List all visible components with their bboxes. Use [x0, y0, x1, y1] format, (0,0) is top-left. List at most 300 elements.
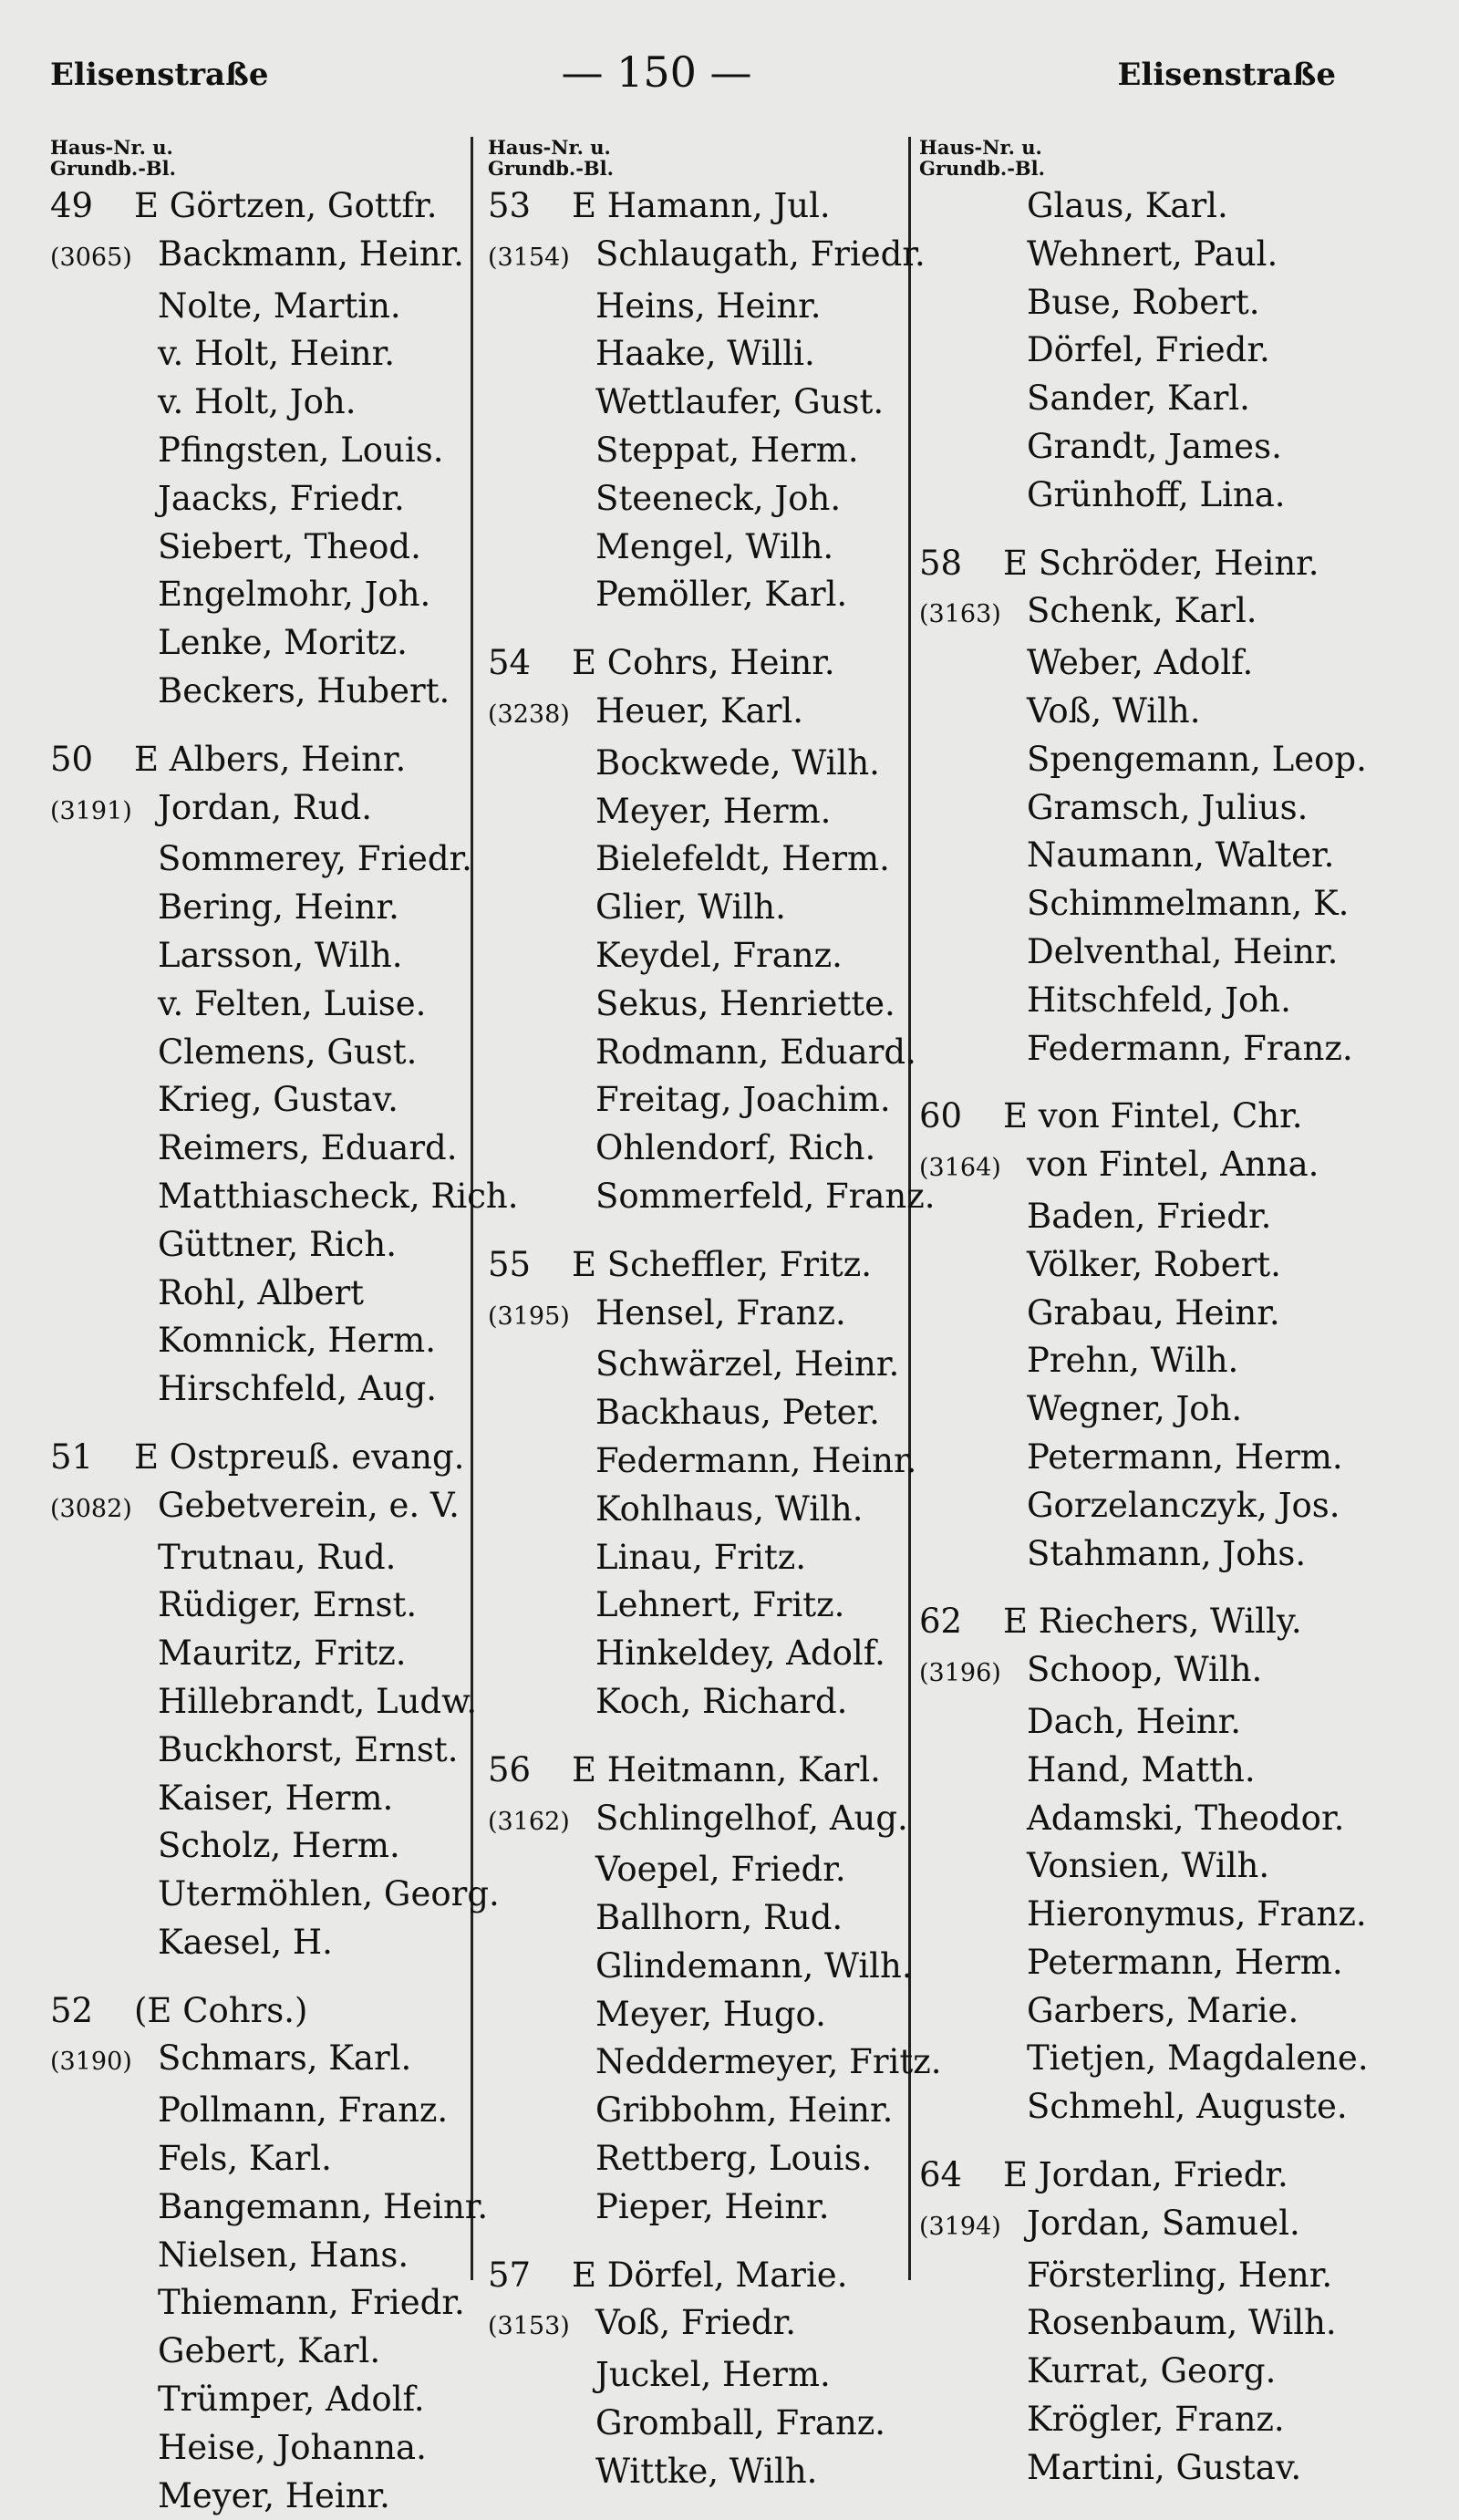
block-gap: [488, 1727, 916, 1747]
resident-name: Trutnau, Rud.: [158, 1537, 397, 1577]
resident-entry: [488, 1076, 916, 1125]
resident-name: Krögler, Franz.: [1027, 2400, 1285, 2440]
resident-name: Kaiser, Herm.: [158, 1778, 394, 1818]
owner-name: E Cohrs, Heinr.: [572, 643, 835, 683]
resident-name: Lenke, Moritz.: [158, 623, 408, 663]
resident-entry: [50, 524, 479, 572]
running-head-left: Elisenstraße: [50, 57, 269, 93]
resident-entry: [50, 1678, 479, 1727]
resident-entry: [50, 980, 479, 1029]
block-gap: [50, 716, 479, 736]
house-entry: [50, 1987, 479, 2036]
resident-entry: [919, 832, 1412, 880]
resident-entry: [488, 2351, 916, 2400]
resident-name: Heins, Heinr.: [595, 285, 822, 326]
resident-name: Sommerfeld, Franz.: [595, 1176, 936, 1216]
resident-name: Komnick, Herm.: [158, 1321, 437, 1361]
resident-entry: [488, 1290, 916, 1342]
resident-entry: [50, 1076, 479, 1125]
resident-name: Gromball, Franz.: [595, 2403, 886, 2443]
house-number: 56: [488, 1749, 532, 1789]
land-register-number: (3162): [488, 1807, 570, 1836]
column-header-line: Grundb.-Bl.: [50, 157, 176, 180]
resident-entry: [50, 1125, 479, 1173]
resident-entry: [50, 2424, 479, 2473]
resident-name: Stahmann, Johs.: [1027, 1533, 1307, 1573]
land-register-number: (3082): [50, 1494, 132, 1523]
resident-name: Backhaus, Peter.: [595, 1393, 880, 1433]
resident-name: Clemens, Gust.: [158, 1032, 418, 1072]
resident-entry: [488, 1943, 916, 1991]
resident-name: Martini, Gustav.: [1027, 2447, 1302, 2487]
resident-name: Vonsien, Wilh.: [1027, 1846, 1270, 1886]
resident-entry: [50, 2035, 479, 2087]
resident-entry: [919, 928, 1412, 977]
resident-entry: [488, 835, 916, 884]
resident-entry: [919, 375, 1412, 423]
resident-name: Schenk, Karl.: [1027, 591, 1257, 631]
resident-entry: [919, 1141, 1412, 1193]
resident-entry: [919, 327, 1412, 375]
resident-entry: [919, 423, 1412, 472]
resident-name: Siebert, Theod.: [158, 526, 421, 566]
house-number: 58: [919, 543, 963, 583]
resident-entry: [919, 1842, 1412, 1891]
resident-name: Petermann, Herm.: [1027, 1436, 1343, 1477]
resident-entry: [919, 1891, 1412, 1939]
house-entry: [919, 1598, 1412, 1646]
resident-entry: [919, 2252, 1412, 2300]
column-header-line: Haus-Nr. u.: [50, 136, 173, 159]
resident-entry: [488, 330, 916, 379]
resident-name: Baden, Friedr.: [1027, 1196, 1272, 1236]
resident-entry: [488, 980, 916, 1029]
resident-entry: [50, 619, 479, 668]
resident-name: Trümper, Adolf.: [158, 2380, 425, 2420]
resident-name: Hand, Matth.: [1027, 1749, 1256, 1789]
resident-entry: [919, 1193, 1412, 1241]
resident-entry: [488, 2087, 916, 2135]
resident-name: Weber, Adolf.: [1027, 643, 1254, 683]
resident-name: Kaesel, H.: [158, 1922, 333, 1962]
resident-entry: [50, 668, 479, 716]
resident-entry: [919, 1698, 1412, 1747]
house-entry: [919, 1093, 1412, 1141]
resident-entry: [50, 1727, 479, 1775]
house-number: 60: [919, 1096, 963, 1136]
column-header: [50, 137, 479, 179]
block-gap: [50, 1414, 479, 1434]
resident-name: Engelmohr, Joh.: [158, 575, 431, 615]
resident-entry: [488, 1389, 916, 1437]
resident-entry: [50, 2279, 479, 2328]
resident-name: Adamski, Theodor.: [1027, 1798, 1345, 1838]
resident-name: Linau, Fritz.: [595, 1537, 806, 1577]
resident-name: Hitschfeld, Joh.: [1027, 980, 1291, 1020]
resident-name: Rettberg, Louis.: [595, 2139, 873, 2179]
resident-name: Ballhorn, Rud.: [595, 1898, 843, 1938]
resident-entry: [50, 1630, 479, 1678]
resident-name: Scholz, Herm.: [158, 1826, 400, 1866]
resident-entry: [919, 1482, 1412, 1530]
resident-entry: [50, 571, 479, 619]
resident-entry: [488, 2448, 916, 2496]
resident-name: Hillebrandt, Ludw.: [158, 1681, 478, 1721]
house-entry: [488, 2252, 916, 2300]
resident-entry: [919, 1939, 1412, 1987]
resident-name: Gorzelanczyk, Jos.: [1027, 1485, 1340, 1525]
resident-name: Dörfel, Friedr.: [1027, 330, 1270, 370]
house-number: 49: [50, 186, 94, 225]
block-gap: [919, 2131, 1412, 2152]
resident-entry: [50, 1482, 479, 1534]
resident-name: Matthiascheck, Rich.: [158, 1176, 519, 1216]
resident-name: Tietjen, Magdalene.: [1027, 2038, 1369, 2079]
column-header-line: Haus-Nr. u.: [919, 136, 1042, 159]
resident-entry: [488, 2038, 942, 2087]
resident-name: Schwärzel, Heinr.: [595, 1344, 900, 1384]
resident-entry: [488, 1486, 916, 1534]
house-number: 51: [50, 1436, 94, 1477]
resident-name: Freitag, Joachim.: [595, 1080, 891, 1120]
resident-name: Sommerey, Friedr.: [158, 839, 472, 879]
block-gap: [919, 1578, 1412, 1598]
resident-entry: [488, 1846, 916, 1894]
resident-entry: [919, 587, 1412, 639]
house-number: 50: [50, 739, 94, 779]
resident-entry: [50, 1775, 479, 1823]
resident-name: Schmars, Karl.: [158, 2038, 412, 2079]
resident-entry: [50, 932, 479, 980]
resident-name: v. Holt, Heinr.: [158, 334, 396, 374]
resident-name: Federmann, Franz.: [1027, 1028, 1353, 1068]
resident-entry: [488, 2183, 916, 2232]
resident-entry: [488, 740, 916, 788]
resident-name: Sander, Karl.: [1027, 379, 1250, 419]
resident-name: Lehnert, Fritz.: [595, 1585, 845, 1625]
resident-name: Güttner, Rich.: [158, 1224, 397, 1264]
resident-name: Nolte, Martin.: [158, 285, 401, 326]
house-entry: [50, 182, 479, 231]
resident-entry: [919, 2035, 1412, 2083]
resident-name: Pollmann, Franz.: [158, 2090, 449, 2131]
resident-entry: [50, 1173, 519, 1221]
resident-entry: [488, 1678, 916, 1727]
resident-name: Beckers, Hubert.: [158, 670, 450, 710]
resident-entry: [488, 1534, 916, 1582]
land-register-number: (3065): [50, 243, 132, 272]
resident-entry: [919, 1987, 1412, 2036]
owner-name: (E Cohrs.): [134, 1990, 308, 2030]
block-gap: [488, 2232, 916, 2252]
resident-entry: [488, 379, 916, 427]
resident-name: Schoop, Wilh.: [1027, 1650, 1263, 1690]
resident-entry: [50, 1270, 479, 1318]
resident-name: Försterling, Henr.: [1027, 2255, 1333, 2295]
resident-name: Spengemann, Leop.: [1027, 739, 1367, 779]
resident-name: v. Felten, Luise.: [158, 983, 427, 1023]
land-register-number: (3196): [919, 1659, 1001, 1688]
column-header-line: Grundb.-Bl.: [919, 157, 1045, 180]
resident-name: Glaus, Karl.: [1027, 186, 1228, 225]
resident-name: Pfingsten, Louis.: [158, 430, 444, 470]
resident-name: Grandt, James.: [1027, 426, 1282, 466]
resident-name: Wegner, Joh.: [1027, 1389, 1243, 1429]
column-header: [488, 137, 916, 179]
resident-entry: [50, 1581, 479, 1630]
resident-entry: [50, 2232, 479, 2280]
resident-entry: [50, 379, 479, 427]
resident-entry: [50, 884, 479, 932]
house-number: 52: [50, 1990, 94, 2030]
resident-entry: [488, 571, 916, 619]
land-register-number: (3154): [488, 243, 570, 272]
resident-entry: [488, 231, 926, 283]
column-header-line: Haus-Nr. u.: [488, 136, 611, 159]
resident-name: Rosenbaum, Wilh.: [1027, 2303, 1337, 2343]
resident-entry: [919, 784, 1412, 833]
resident-name: Jordan, Rud.: [158, 787, 373, 827]
resident-name: Heise, Johanna.: [158, 2427, 427, 2467]
resident-name: Thiemann, Friedr.: [158, 2283, 465, 2323]
resident-entry: [50, 1534, 479, 1582]
resident-entry: [919, 880, 1412, 928]
resident-entry: [50, 475, 479, 524]
resident-entry: [50, 283, 479, 331]
resident-name: Voß, Friedr.: [595, 2303, 796, 2343]
land-register-number: (3153): [488, 2312, 570, 2341]
resident-name: Schmehl, Auguste.: [1027, 2087, 1348, 2127]
resident-name: Hinkeldey, Adolf.: [595, 1633, 885, 1674]
owner-name: E Hamann, Jul.: [572, 186, 831, 225]
resident-entry: [50, 2183, 489, 2232]
resident-name: Reimers, Eduard.: [158, 1128, 458, 1168]
owner-name: E Ostpreuß. evang.: [134, 1436, 465, 1477]
block-gap: [50, 1967, 479, 1987]
resident-name: Petermann, Herm.: [1027, 1942, 1343, 1982]
resident-name: Meyer, Heinr.: [158, 2475, 390, 2515]
column-header-line: Grundb.-Bl.: [488, 157, 614, 180]
house-entry: [488, 1747, 916, 1795]
resident-name: Bering, Heinr.: [158, 887, 399, 928]
resident-name: Voß, Wilh.: [1027, 690, 1201, 731]
resident-name: Nielsen, Hans.: [158, 2235, 409, 2275]
resident-entry: [919, 2299, 1412, 2348]
resident-name: Jaacks, Friedr.: [158, 478, 405, 518]
resident-entry: [919, 231, 1412, 279]
resident-entry: [919, 279, 1412, 327]
house-number: 54: [488, 643, 532, 683]
block-gap: [488, 619, 916, 639]
resident-name: Schlaugath, Friedr.: [595, 233, 926, 274]
resident-name: Hensel, Franz.: [595, 1292, 846, 1333]
resident-name: Ohlendorf, Rich.: [595, 1128, 876, 1168]
resident-name: Glier, Wilh.: [595, 887, 786, 928]
resident-name: Neddermeyer, Fritz.: [595, 2042, 942, 2082]
resident-entry: [919, 2348, 1412, 2396]
resident-entry: [488, 2299, 916, 2351]
resident-name: Juckel, Herm.: [595, 2355, 831, 2395]
resident-name: Kohlhaus, Wilh.: [595, 1488, 864, 1529]
resident-name: Pieper, Heinr.: [595, 2186, 830, 2226]
resident-entry: [919, 1241, 1412, 1290]
resident-name: Larsson, Wilh.: [158, 935, 403, 975]
resident-entry: [50, 784, 479, 836]
land-register-number: (3194): [919, 2212, 1001, 2241]
resident-name: Wehnert, Paul.: [1027, 233, 1278, 274]
house-entry: [488, 182, 916, 231]
owner-name: E von Fintel, Chr.: [1003, 1096, 1303, 1136]
house-number: 57: [488, 2255, 532, 2295]
resident-name: Garbers, Marie.: [1027, 1990, 1299, 2030]
resident-name: Schimmelmann, K.: [1027, 884, 1350, 924]
owner-name: E Heitmann, Karl.: [572, 1749, 881, 1789]
resident-entry: [919, 1530, 1412, 1579]
owner-name: E Scheffler, Fritz.: [572, 1244, 873, 1284]
resident-name: Bockwede, Wilh.: [595, 742, 880, 783]
resident-entry: [488, 932, 916, 980]
block-gap: [488, 1221, 916, 1241]
house-entry: [919, 540, 1412, 588]
resident-name: Glindemann, Wilh.: [595, 1945, 913, 1986]
resident-name: Meyer, Hugo.: [595, 1994, 826, 2034]
resident-name: Pemöller, Karl.: [595, 575, 848, 615]
resident-entry: [919, 1025, 1412, 1073]
resident-name: Gebert, Karl.: [158, 2331, 381, 2371]
resident-entry: [488, 427, 916, 475]
resident-entry: [50, 1871, 500, 1919]
running-head-right: Elisenstraße: [1117, 57, 1336, 93]
resident-entry: [488, 475, 916, 524]
owner-name: E Albers, Heinr.: [134, 739, 407, 779]
resident-name: Hieronymus, Franz.: [1027, 1894, 1367, 1934]
resident-name: Dach, Heinr.: [1027, 1701, 1242, 1741]
house-entry: [919, 2152, 1412, 2200]
resident-entry: [919, 688, 1412, 736]
resident-entry: [50, 1317, 479, 1365]
resident-entry: [919, 1747, 1412, 1795]
resident-entry: [50, 2376, 479, 2424]
resident-name: Meyer, Herm.: [595, 791, 832, 831]
house-number: 53: [488, 186, 532, 225]
resident-entry: [488, 1795, 916, 1847]
resident-entry: [488, 1029, 916, 1077]
resident-entry: [50, 2135, 479, 2183]
owner-name: E Görtzen, Gottfr.: [134, 186, 438, 225]
resident-entry: [50, 427, 479, 475]
resident-name: Prehn, Wilh.: [1027, 1341, 1239, 1381]
resident-entry: [919, 182, 1412, 231]
resident-name: Grabau, Heinr.: [1027, 1292, 1280, 1333]
owner-name: E Schröder, Heinr.: [1003, 543, 1319, 583]
resident-entry: [488, 688, 916, 740]
resident-entry: [50, 2328, 479, 2376]
resident-name: Buse, Robert.: [1027, 282, 1260, 322]
resident-entry: [488, 283, 916, 331]
resident-name: Gribbohm, Heinr.: [595, 2090, 894, 2131]
resident-entry: [488, 788, 916, 836]
resident-entry: [50, 1822, 479, 1871]
owner-name: E Jordan, Friedr.: [1003, 2155, 1288, 2195]
house-entry: [488, 1241, 916, 1290]
resident-name: Völker, Robert.: [1027, 1244, 1281, 1284]
resident-name: Steppat, Herm.: [595, 430, 859, 470]
resident-entry: [919, 977, 1412, 1025]
resident-entry: [488, 1173, 936, 1221]
resident-entry: [919, 1434, 1412, 1482]
block-gap: [919, 520, 1412, 540]
resident-entry: [488, 1991, 916, 2039]
resident-entry: [919, 2200, 1412, 2252]
resident-name: Bielefeldt, Herm.: [595, 839, 890, 879]
house-entry: [50, 1434, 479, 1482]
resident-name: Steeneck, Joh.: [595, 478, 842, 518]
resident-name: Haake, Willi.: [595, 334, 815, 374]
resident-name: Hirschfeld, Aug.: [158, 1369, 437, 1409]
resident-name: Heuer, Karl.: [595, 690, 804, 731]
resident-entry: [488, 1437, 916, 1486]
resident-name: Rohl, Albert: [158, 1272, 365, 1312]
resident-name: Rüdiger, Ernst.: [158, 1585, 418, 1625]
page-number: — 150 —: [561, 47, 752, 97]
resident-entry: [50, 1029, 479, 1077]
resident-name: Voepel, Friedr.: [595, 1850, 846, 1890]
resident-entry: [50, 1919, 479, 1967]
resident-name: Gebetverein, e. V.: [158, 1485, 460, 1525]
resident-name: Federmann, Heinr.: [595, 1440, 917, 1480]
land-register-number: (3238): [488, 700, 570, 729]
resident-name: v. Holt, Joh.: [158, 382, 357, 422]
resident-name: Naumann, Walter.: [1027, 835, 1335, 876]
block-gap: [919, 1073, 1412, 1093]
resident-entry: [50, 1365, 479, 1414]
resident-entry: [488, 1630, 916, 1678]
resident-name: Wittke, Wilh.: [595, 2451, 818, 2491]
resident-entry: [50, 330, 479, 379]
owner-name: E Dörfel, Marie.: [572, 2255, 848, 2295]
land-register-number: (3164): [919, 1154, 1001, 1183]
resident-entry: [50, 835, 479, 884]
resident-entry: [919, 1646, 1412, 1698]
house-entry: [488, 639, 916, 688]
resident-entry: [919, 1795, 1412, 1843]
resident-entry: [919, 1385, 1412, 1434]
column-header: [919, 137, 1412, 179]
resident-name: Rodmann, Eduard.: [595, 1032, 916, 1072]
resident-entry: [488, 1894, 916, 1943]
resident-name: Koch, Richard.: [595, 1681, 848, 1721]
resident-entry: [919, 639, 1412, 688]
resident-name: Mauritz, Fritz.: [158, 1633, 407, 1674]
resident-name: Backmann, Heinr.: [158, 233, 464, 274]
resident-name: Mengel, Wilh.: [595, 526, 834, 566]
resident-name: Krieg, Gustav.: [158, 1080, 398, 1120]
resident-entry: [488, 2135, 916, 2183]
resident-entry: [488, 524, 916, 572]
resident-name: Wettlaufer, Gust.: [595, 382, 885, 422]
house-entry: [50, 736, 479, 784]
land-register-number: (3163): [919, 600, 1001, 629]
resident-name: Grünhoff, Lina.: [1027, 474, 1286, 514]
resident-entry: [50, 231, 479, 283]
resident-name: von Fintel, Anna.: [1027, 1145, 1319, 1185]
resident-entry: [919, 1337, 1412, 1385]
resident-entry: [919, 472, 1412, 520]
resident-entry: [919, 736, 1412, 784]
resident-name: Utermöhlen, Georg.: [158, 1874, 500, 1914]
land-register-number: (3190): [50, 2048, 132, 2077]
resident-entry: [488, 1581, 916, 1630]
